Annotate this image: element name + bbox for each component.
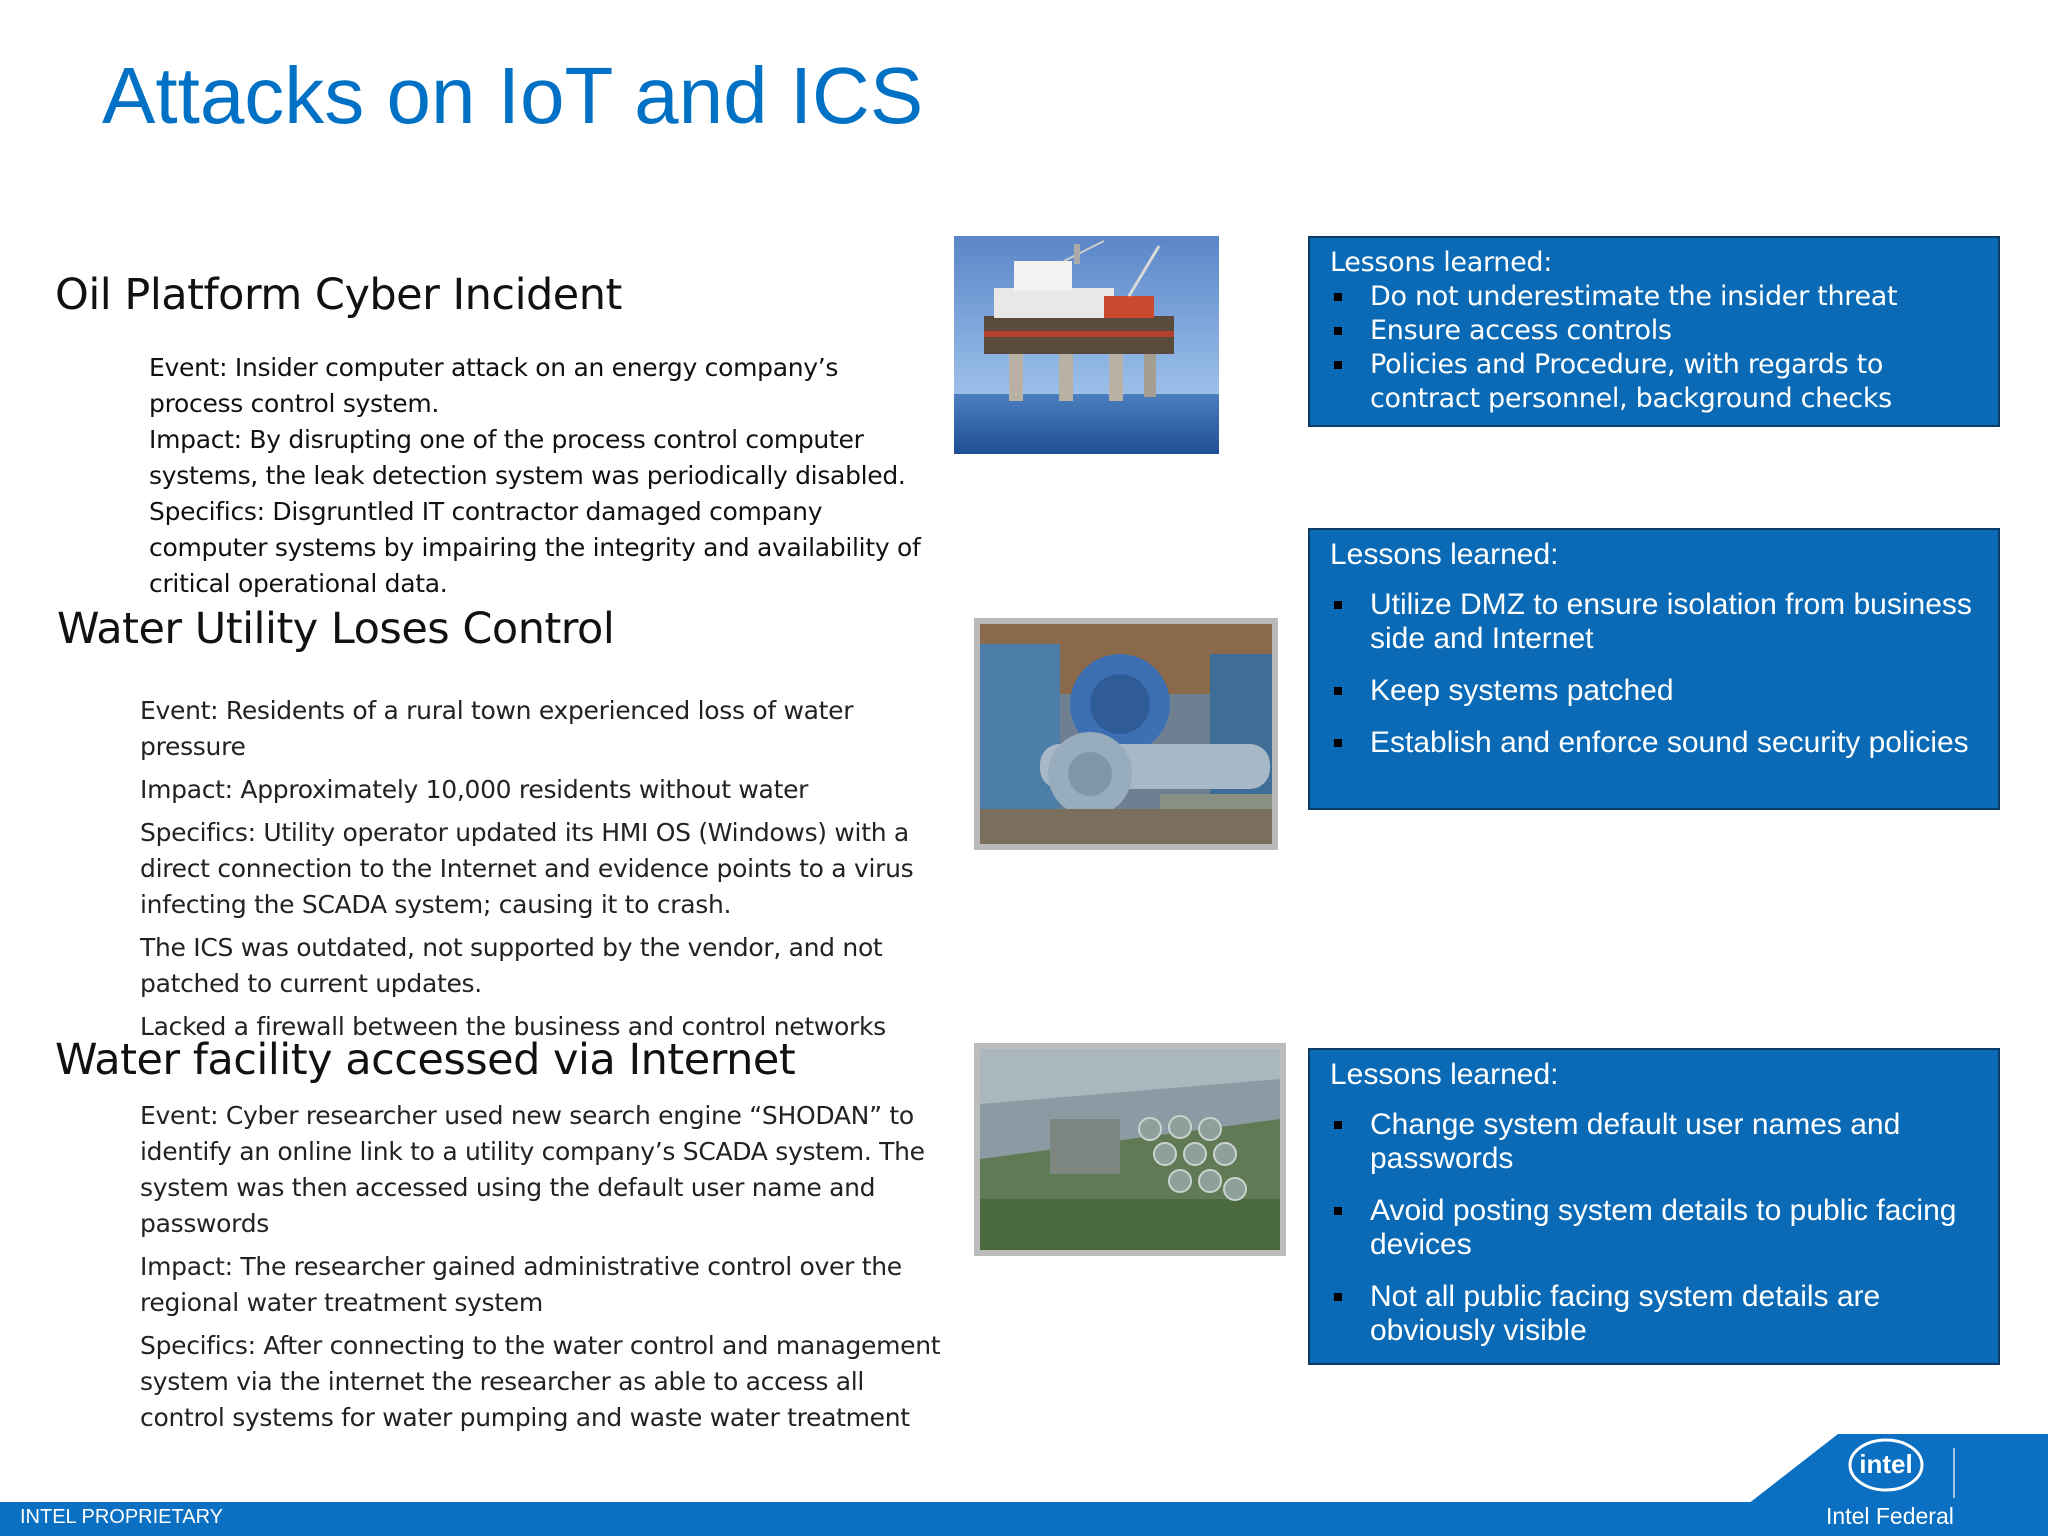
lesson-item: Avoid posting system details to public facing devices (1330, 1194, 1978, 1262)
footer-bar (0, 1502, 2048, 1536)
section-body-water-facility (140, 1098, 950, 1443)
lessons-box-oil-platform (1308, 236, 2000, 427)
impact-text: Impact: The researcher gained administrative control over the regional water treatment system (140, 1252, 902, 1317)
lessons-heading: Lessons learned: (1330, 1058, 1559, 1091)
bullet-square-icon (1334, 327, 1342, 335)
lessons-box-water-facility (1308, 1048, 2000, 1365)
oil-platform-photo (954, 236, 1219, 454)
firewall-text: Lacked a firewall between the business and control networks (140, 1012, 886, 1041)
lesson-item: Change system default user names and passwords (1330, 1108, 1978, 1176)
event-text: Event: Insider computer attack on an energy company’s process control system. (149, 353, 839, 418)
lesson-item: Utilize DMZ to ensure isolation from business side and Internet (1330, 588, 1978, 656)
ics-outdated-text: The ICS was outdated, not supported by the vendor, and not patched to current updates. (140, 933, 883, 998)
specifics-text: Specifics: Utility operator updated its HMI OS (Windows) with a direct connection to the Internet and evidence points to a virus infecting the SCADA system; causing it to crash. (140, 818, 914, 919)
event-text: Event: Cyber researcher used new search engine “SHODAN” to identify an online link to a utility company’s SCADA system. The system was then accessed using the default user name and passwords (140, 1101, 925, 1238)
lessons-heading: Lessons learned: (1330, 247, 1553, 278)
water-pump-photo (974, 618, 1278, 850)
section-heading-oil-platform: Oil Platform Cyber Incident (55, 270, 622, 320)
bullet-square-icon (1334, 361, 1342, 369)
impact-text: Impact: Approximately 10,000 residents without water (140, 775, 809, 804)
bullet-square-icon (1334, 739, 1342, 747)
lesson-item: Establish and enforce sound security policies (1330, 726, 1978, 760)
lesson-item: Policies and Procedure, with regards to contract personnel, background checks (1330, 348, 1978, 416)
bullet-square-icon (1334, 687, 1342, 695)
event-text: Event: Residents of a rural town experienced loss of water pressure (140, 696, 854, 761)
intel-logo-icon (1846, 1436, 1926, 1494)
lesson-item: Not all public facing system details are obviously visible (1330, 1280, 1978, 1348)
water-facility-aerial-photo (974, 1043, 1286, 1256)
lessons-heading: Lessons learned: (1330, 538, 1559, 571)
footer-brand-label: Intel Federal (1826, 1503, 1954, 1529)
lesson-item: Ensure access controls (1330, 314, 1978, 348)
section-body-oil-platform (149, 350, 939, 602)
bullet-square-icon (1334, 293, 1342, 301)
impact-text: Impact: By disrupting one of the process control computer systems, the leak detection system was periodically disabled. (149, 425, 906, 490)
section-heading-water-utility: Water Utility Loses Control (57, 604, 615, 654)
specifics-text: Specifics: Disgruntled IT contractor damaged company computer systems by impairing the integrity and availability of critical operational data. (149, 497, 921, 598)
lesson-item: Do not underestimate the insider threat (1330, 280, 1978, 314)
lesson-item: Keep systems patched (1330, 674, 1978, 708)
section-heading-water-facility: Water facility accessed via Internet (55, 1035, 796, 1085)
svg-text:intel: intel (1859, 1449, 1913, 1479)
bullet-square-icon (1334, 1207, 1342, 1215)
specifics-text: Specifics: After connecting to the water control and management system via the internet the researcher as able to access all control systems for water pumping and waste water treatment (140, 1331, 941, 1432)
bullet-square-icon (1334, 1293, 1342, 1301)
slide-title: Attacks on IoT and ICS (102, 51, 924, 140)
logo-divider (1953, 1448, 1955, 1498)
lessons-box-water-utility (1308, 528, 2000, 810)
section-body-water-utility (140, 693, 940, 1052)
bullet-square-icon (1334, 1121, 1342, 1129)
footer-proprietary-label: INTEL PROPRIETARY (20, 1506, 224, 1528)
bullet-square-icon (1334, 601, 1342, 609)
